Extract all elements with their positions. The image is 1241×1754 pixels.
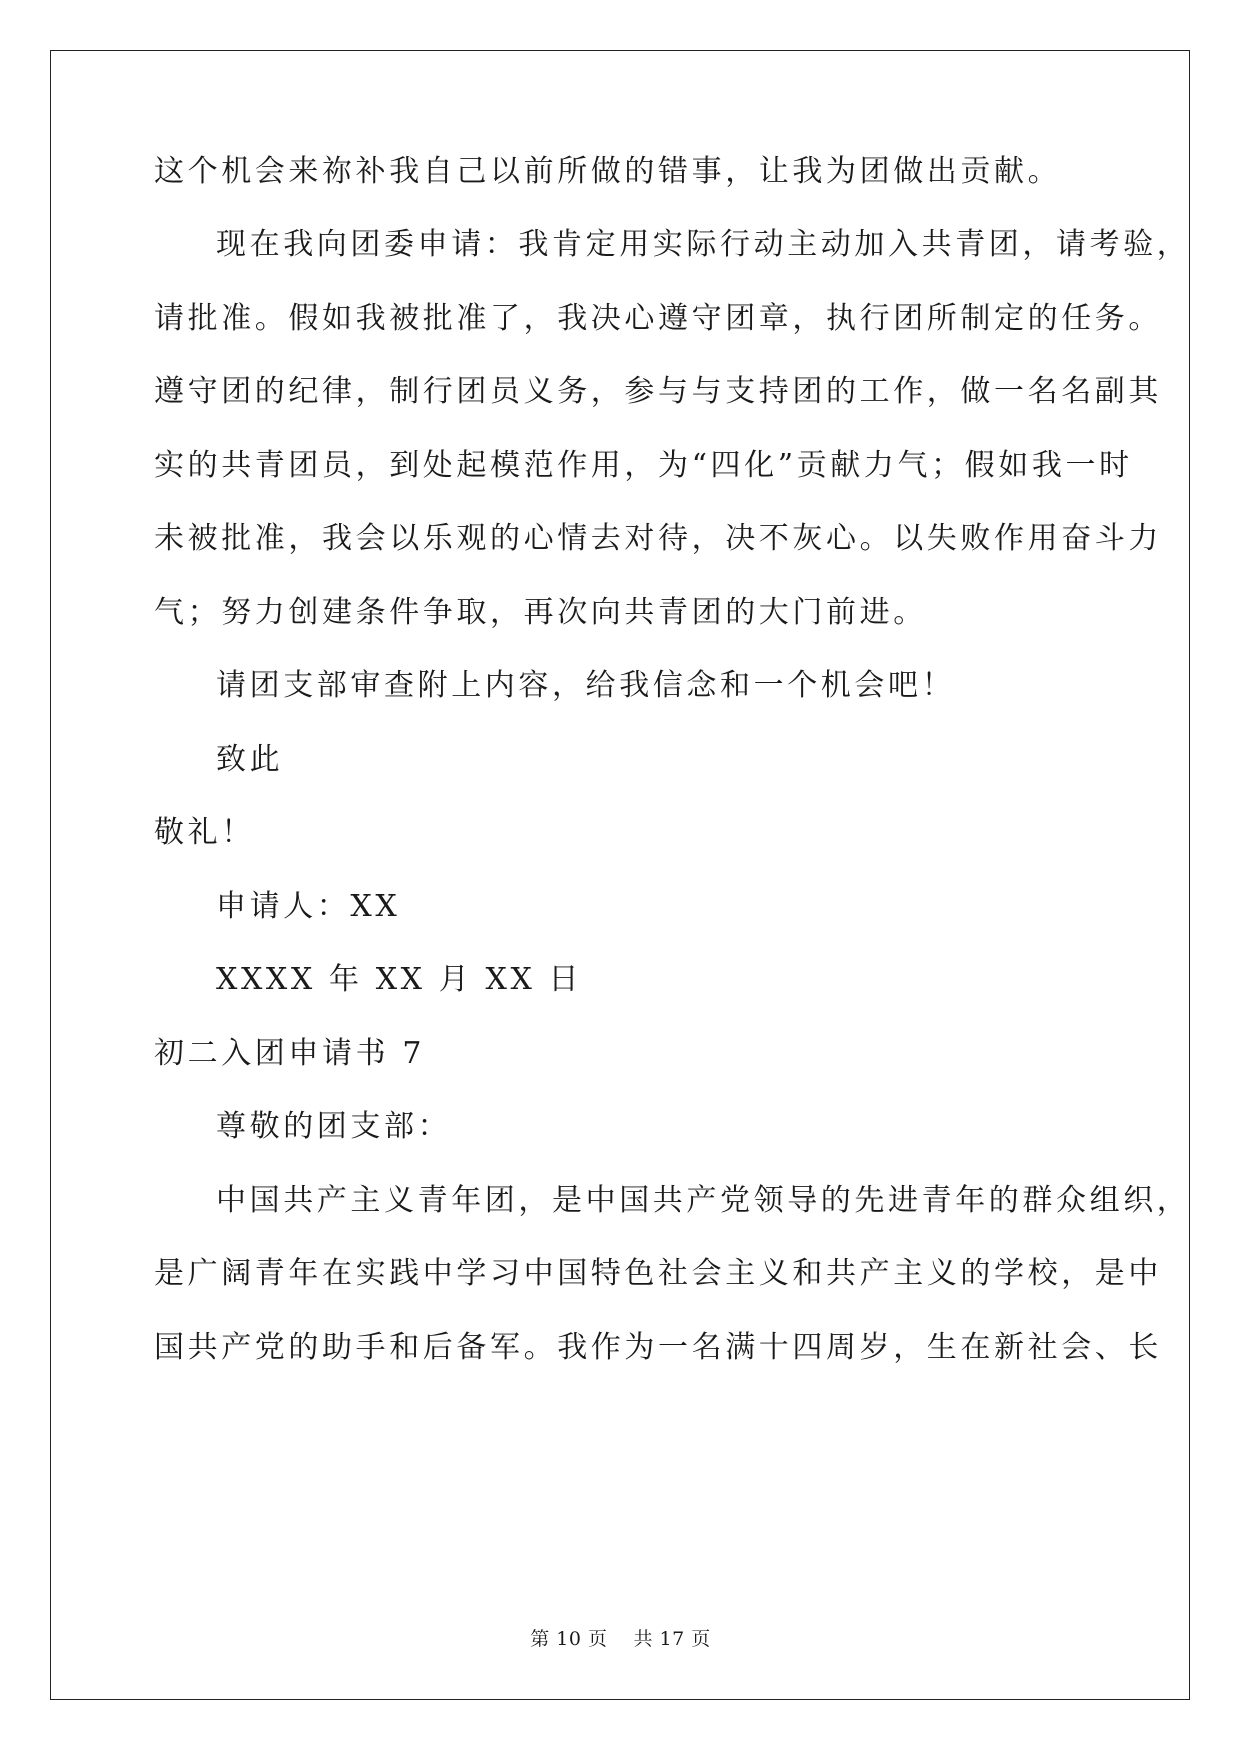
closing-line: 致此 <box>216 742 284 777</box>
body-line: 国共产党的助手和后备军。我作为一名满十四周岁，生在新社会、长 <box>154 1330 1162 1365</box>
body-line: 实的共青团员，到处起模范作用，为“四化”贡献力气；假如我一时 <box>154 448 1133 483</box>
page-footer <box>0 1626 1241 1652</box>
salutation-line: 敬礼！ <box>154 815 255 850</box>
body-line: 中国共产主义青年团，是中国共产党领导的先进青年的群众组织， <box>216 1183 1191 1218</box>
applicant-line: 申请人：XX <box>216 889 401 924</box>
page-total: 共 17 页 <box>633 1628 711 1650</box>
body-line: 未被批准，我会以乐观的心情去对待，决不灰心。以失败作用奋斗力 <box>154 521 1162 556</box>
body-line: 现在我向团委申请：我肯定用实际行动主动加入共青团，请考验， <box>216 227 1191 262</box>
body-line: 请团支部审查附上内容，给我信念和一个机会吧！ <box>216 668 956 703</box>
body-line: 遵守团的纪律，制行团员义务，参与与支持团的工作，做一名名副其 <box>154 374 1162 409</box>
body-line: 请批准。假如我被批准了，我决心遵守团章，执行团所制定的任务。 <box>154 301 1162 336</box>
page-number: 第 10 页 <box>530 1628 608 1650</box>
section-heading: 初二入团申请书 7 <box>154 1036 426 1071</box>
body-line: 这个机会来祢补我自己以前所做的错事，让我为团做出贡献。 <box>154 154 1062 189</box>
body-line: 是广阔青年在实践中学习中国特色社会主义和共产主义的学校，是中 <box>154 1256 1162 1291</box>
body-line: 气；努力创建条件争取，再次向共青团的大门前进。 <box>154 595 927 630</box>
page-border <box>50 50 1190 1700</box>
date-line: XXXX 年 XX 月 XX 日 <box>216 962 583 997</box>
greeting-line: 尊敬的团支部： <box>216 1109 452 1144</box>
